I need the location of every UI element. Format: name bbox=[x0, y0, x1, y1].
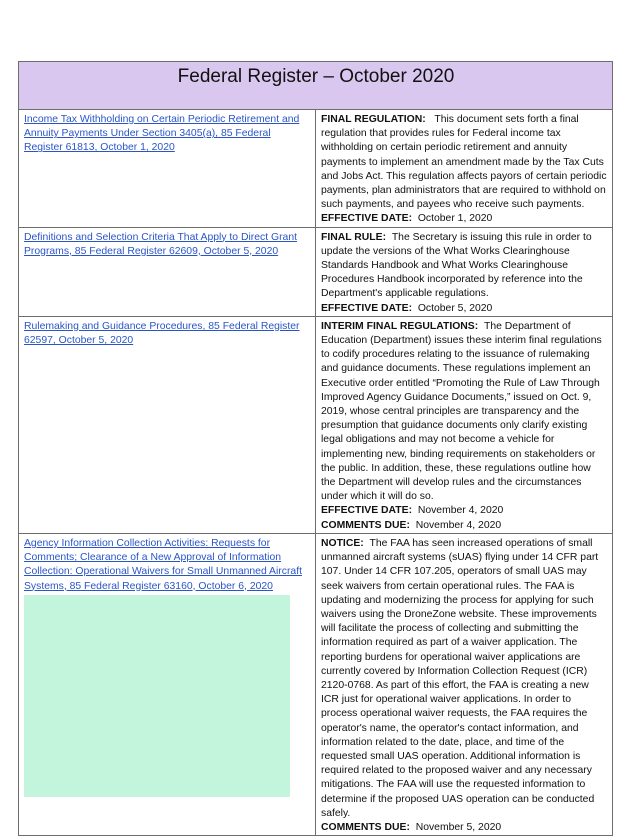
green-highlight-box bbox=[24, 595, 290, 797]
effective-date: November 4, 2020 bbox=[417, 505, 504, 517]
summary-text: This document sets forth a final regulation that provides rules for Federal income tax withholding on certain periodic retirement and annuity payments to implement an amendment made by the Tax Cuts and Jobs Act. This regulation affects payors of certain periodic payments, plan administrators that are required to withhold on such payments, and payees who receive such payments. bbox=[321, 114, 607, 211]
title-row bbox=[19, 62, 613, 110]
summary-text: The Secretary is issuing this rule in order to update the versions of the What Works Clearinghouse Standards Handbook and What Works Clearinghouse Procedures Handbook incorporated by reference into the Department's applicable regulations. bbox=[321, 231, 592, 300]
page-title: Federal Register – October 2020 bbox=[19, 62, 613, 110]
document-link-cell bbox=[19, 533, 316, 835]
summary-text: The Department of Education (Department) issues these interim final regulations to codify procedures relating to the issuance of rulemaking and guidance documents. These regulations implement an Executive order entitled “Promoting the Rule of Law Through Improved Agency Guidance Documents,” issued on Oct. 9, 2019, whose central principles are transparency and the presumption that guidance documents only clarify existing legal obligations and may not become a vehicle for implementing new, binding requirements on stakeholders or the public. In addition, these, these regulations outline how the Department will develop rules and the circumstances under which it will do so. bbox=[321, 320, 602, 503]
summary-cell: FINAL REGULATION: This document sets forth a final regulation that provides rules for Federal income tax withholding on certain periodic retirement and annuity payments to implement an amendment made by the Tax Cuts and Jobs Act. This regulation affects payors of certain periodic payments, plan administrators that are required to withhold on such payments, and payees who receive such payments. EFFECTIVE DATE: October 1, 2020 bbox=[316, 110, 613, 228]
type-label: NOTICE bbox=[321, 537, 361, 549]
summary-cell: INTERIM FINAL REGULATIONS: The Department of Education (Department) issues these interim final regulations to codify procedures relating to the issuance of rulemaking and guidance documents. These regulations implement an Executive order entitled “Promoting the Rule of Law Through Improved Agency Guidance Documents,” issued on Oct. 9, 2019, whose central principles are transparency and the presumption that guidance documents only clarify existing legal obligations and may not become a vehicle for implementing new, binding requirements on stakeholders or the public. In addition, these, these regulations outline how the Department will develop rules and the circumstances under which it will do so. EFFECTIVE DATE: November 4, 2020 COMMENTS DUE: November 4, 2020 bbox=[316, 316, 613, 533]
table-row bbox=[19, 227, 613, 316]
comments-due-date: November 5, 2020 bbox=[415, 821, 502, 833]
comments-due-label: COMMENTS DUE bbox=[321, 821, 407, 833]
effective-date-label: EFFECTIVE DATE bbox=[321, 302, 409, 314]
summary-text: The FAA has seen increased operations of small unmanned aircraft systems (sUAS) flying under 14 CFR part 107. Under 14 CFR 107.205, operators of small UAS may seek waivers from certain operational rules. The FAA is updating and modernizing the process for applying for such waivers using the DroneZone website. These improvements will facilitate the process of collecting and submitting the information required as part of a waiver application. The reporting burdens for operational waiver applications are currently covered by Information Collection Request (ICR) 2120-0768. As part of this effort, the FAA is creating a new ICR just for operational waiver applications. In order to process operational waiver requests, the FAA requires the operator's name, the operator's contact information, and information related to the date, place, and time of the requested small UAS operation. Additional information is required related to the proposed waiver and any necessary mitigations. The FAA will use the requested information to determine if the proposed UAS operation can be conducted safely. bbox=[321, 537, 599, 819]
document-link-cell bbox=[19, 110, 316, 228]
type-label: INTERIM FINAL REGULATIONS bbox=[321, 320, 475, 332]
document-link[interactable]: Income Tax Withholding on Certain Periodic Retirement and Annuity Payments Under Section 3405(a), 85 Federal Register 61813, October 1, 2020 bbox=[24, 114, 300, 154]
effective-date-label: EFFECTIVE DATE bbox=[321, 213, 409, 225]
summary-cell: NOTICE: The FAA has seen increased operations of small unmanned aircraft systems (sUAS) flying under 14 CFR part 107. Under 14 CFR 107.205, operators of small UAS may seek waivers from certain operational rules. The FAA is updating and modernizing the process for applying for such waivers using the DroneZone website. These improvements will facilitate the process of collecting and submitting the information required as part of a waiver application. The reporting burdens for operational waiver applications are currently covered by Information Collection Request (ICR) 2120-0768. As part of this effort, the FAA is creating a new ICR just for operational waiver applications. In order to process operational waiver requests, the FAA requires the operator's name, the operator's contact information, and information related to the date, place, and time of the requested small UAS operation. Additional information is required related to the proposed waiver and any necessary mitigations. The FAA will use the requested information to determine if the proposed UAS operation can be conducted safely. COMMENTS DUE: November 5, 2020 bbox=[316, 533, 613, 835]
document-link[interactable]: Definitions and Selection Criteria That Apply to Direct Grant Programs, 85 Federal Register 62609, October 5, 2020 bbox=[24, 231, 297, 257]
federal-register-page bbox=[18, 61, 613, 836]
table-row bbox=[19, 110, 613, 228]
effective-date-label: EFFECTIVE DATE bbox=[321, 505, 409, 517]
type-label: FINAL RULE bbox=[321, 231, 383, 243]
effective-date: October 5, 2020 bbox=[417, 302, 493, 314]
document-link[interactable]: Rulemaking and Guidance Procedures, 85 Federal Register 62597, October 5, 2020 bbox=[24, 320, 300, 347]
comments-due-label: COMMENTS DUE bbox=[321, 519, 407, 531]
document-link-cell bbox=[19, 227, 316, 316]
type-label: FINAL REGULATION bbox=[321, 114, 423, 125]
document-link-cell bbox=[19, 316, 316, 533]
comments-due-date: November 4, 2020 bbox=[415, 519, 502, 531]
effective-date: October 1, 2020 bbox=[417, 213, 493, 225]
register-table bbox=[18, 61, 613, 836]
document-link[interactable]: Agency Information Collection Activities: Requests for Comments; Clearance of a New Approval of Information Collection: Operational Waivers for Small Unmanned Aircraft Systems, 85 Federal Register 63160, October 6, 2020 bbox=[24, 537, 302, 592]
table-row bbox=[19, 316, 613, 533]
summary-cell: FINAL RULE: The Secretary is issuing this rule in order to update the versions of the What Works Clearinghouse Standards Handbook and What Works Clearinghouse Procedures Handbook incorporated by reference into the Department's applicable regulations. EFFECTIVE DATE: October 5, 2020 bbox=[316, 227, 613, 316]
table-row bbox=[19, 533, 613, 835]
